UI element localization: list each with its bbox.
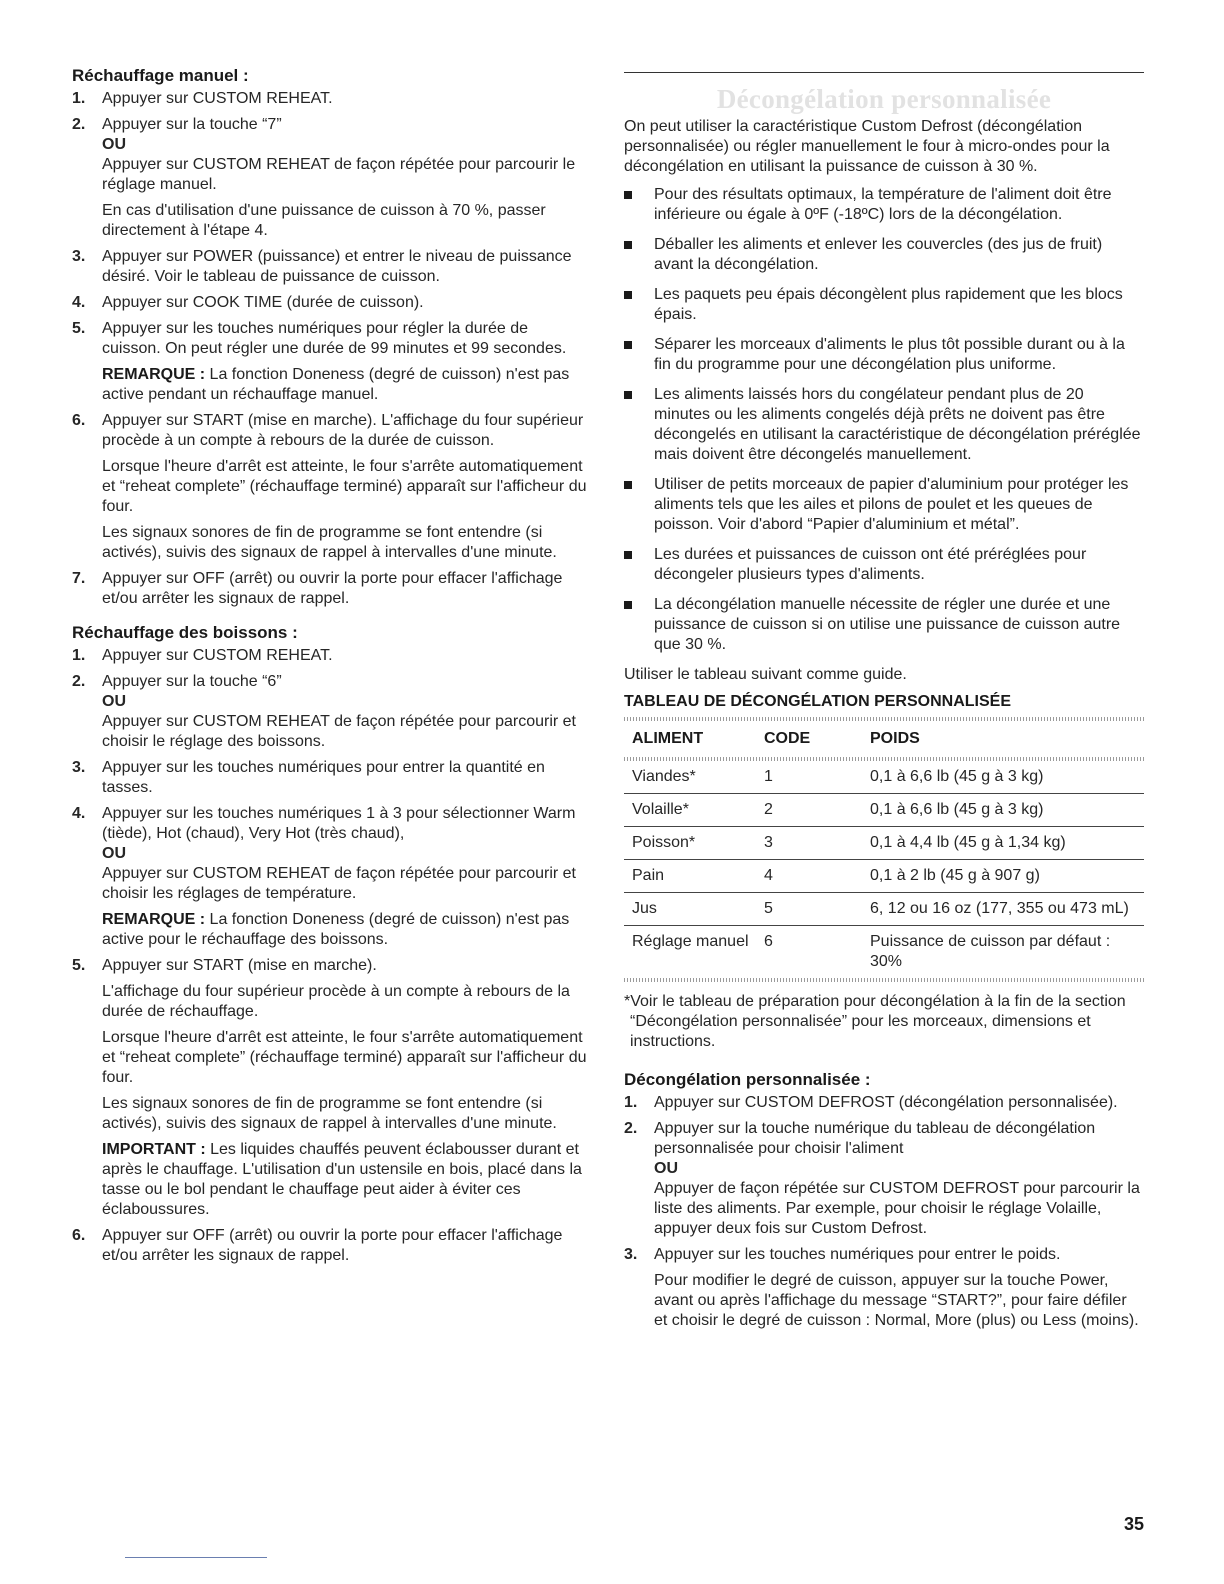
table-row: Poisson* 3 0,1 à 4,4 lb (45 g à 1,34 kg) xyxy=(624,827,1144,860)
bullet-icon xyxy=(624,241,632,249)
list-item: 4. Appuyer sur les touches numériques 1 à 3 pour sélectionner Warm (tiède), Hot (chaud), Very Hot (très chaud), OU Appuyer sur CUSTOM REHEAT de façon répétée pour parcourir et choisir les réglages de température. REMARQUE : La fonction Doneness (degré de cuisson) n'est pas active pour le réchauffage des boissons. xyxy=(72,804,587,950)
defrost-table xyxy=(624,721,1144,757)
list-item: 5. Appuyer sur START (mise en marche). L'affichage du four supérieur procède à un compte à rebours de la durée de réchauffage. Lorsque l'heure d'arrêt est atteinte, le four s'arrête automatiquement et “reheat complete” (réchauffage terminé) apparaît sur l'afficheur du four. Les signaux sonores de fin de programme se font entendre (si activés), suivis des signaux de rappel à intervalles d'une minute. IMPORTANT : Les liquides chauffés peuvent éclabousser durant et après le chauffage. L'utilisation d'un ustensile en bois, placé dans la tasse ou le bol pendant le chauffage peut aider à éviter ces éclaboussures. xyxy=(72,957,587,1218)
table-bottom-border xyxy=(624,978,1144,982)
or-label: OU xyxy=(654,1160,678,1177)
list-item: Les durées et puissances de cuisson ont été préréglées pour décongeler plusieurs types d'aliments. xyxy=(624,545,1144,585)
guide-text: Utiliser le tableau suivant comme guide. xyxy=(624,666,907,683)
bullet-icon xyxy=(624,601,632,609)
table-row: Viandes* 1 0,1 à 6,6 lb (45 g à 3 kg) xyxy=(624,761,1144,794)
or-label: OU xyxy=(102,136,126,153)
list-item: 2. Appuyer sur la touche numérique du tableau de décongélation personnalisée pour choisir l'aliment OU Appuyer de façon répétée sur CUSTOM DEFROST pour parcourir la liste des aliments. Par exemple, pour choisir le réglage Volaille, appuyer deux fois sur Custom Defrost. xyxy=(624,1119,1144,1239)
list-item: Déballer les aliments et enlever les couvercles (des jus de fruit) avant la décongélation. xyxy=(624,235,1144,275)
list-item: 4. Appuyer sur COOK TIME (durée de cuisson). xyxy=(72,294,424,311)
column-header: CODE xyxy=(764,730,811,747)
list-item: 2. Appuyer sur la touche “6” OU Appuyer sur CUSTOM REHEAT de façon répétée pour parcourir et choisir le réglage des boissons. xyxy=(72,672,587,752)
list-item: Les aliments laissés hors du congélateur pendant plus de 20 minutes ou les aliments congelés déjà prêts ne doivent pas être décongelés en utilisant la caractéristique de décongélation préréglée mais doivent être décongelés manuellement. xyxy=(624,385,1144,465)
list-item: Utiliser de petits morceaux de papier d'aluminium pour protéger les aliments tels que les ailes et pilons de poulet et les queues de poisson. Voir d'abord “Papier d'aluminium et métal”. xyxy=(624,475,1144,535)
tips-list xyxy=(624,185,1144,655)
section-title: Décongélation personnalisée xyxy=(716,84,1052,114)
page-number: 35 xyxy=(1123,1514,1144,1534)
list-item: 3. Appuyer sur POWER (puissance) et entrer le niveau de puissance désiré. Voir le tableau de puissance de cuisson. xyxy=(72,248,572,285)
list-item: 1. Appuyer sur CUSTOM REHEAT. xyxy=(72,90,333,107)
heading-manual-reheat: Réchauffage manuel : xyxy=(72,66,249,85)
footer-link-underline xyxy=(125,1557,267,1558)
bullet-icon xyxy=(624,191,632,199)
bullet-icon xyxy=(624,551,632,559)
or-label: OU xyxy=(102,845,126,862)
list-item: 5. Appuyer sur les touches numériques pour régler la durée de cuisson. On peut régler une durée de 99 minutes et 99 secondes. REMARQUE : La fonction Doneness (degré de cuisson) n'est pas active pendant un réchauffage manuel. xyxy=(72,319,587,405)
list-item: 2. Appuyer sur la touche “7” OU Appuyer sur CUSTOM REHEAT de façon répétée pour parcourir le réglage manuel. En cas d'utilisation d'une puissance de cuisson à 70 %, passer directement à l'étape 4. xyxy=(72,115,587,241)
table-header-row xyxy=(624,721,1144,757)
column-header: POIDS xyxy=(870,730,920,747)
list-item: 1. Appuyer sur CUSTOM REHEAT. xyxy=(72,647,333,664)
list-item: Séparer les morceaux d'aliments le plus tôt possible durant ou à la fin du programme pour une décongélation plus uniforme. xyxy=(624,335,1144,375)
right-column xyxy=(624,66,1144,1337)
table-footnote: *Voir le tableau de préparation pour décongélation à la fin de la section “Décongélation personnalisée” pour les morceaux, dimensions et instructions. xyxy=(624,993,1126,1050)
table-row: Volaille* 2 0,1 à 6,6 lb (45 g à 3 kg) xyxy=(624,794,1144,827)
note: REMARQUE : La fonction Doneness (degré de cuisson) n'est pas active pour le réchauffage des boissons. xyxy=(102,911,570,948)
heading-custom-defrost: Décongélation personnalisée : xyxy=(624,1070,871,1089)
intro-paragraph: On peut utiliser la caractéristique Custom Defrost (décongélation personnalisée) ou régler manuellement le four à micro-ondes pour la décongélation en utilisant la puissance de cuisson à 30 %. xyxy=(624,118,1110,175)
list-item: 1. Appuyer sur CUSTOM DEFROST (décongélation personnalisée). xyxy=(624,1094,1118,1111)
custom-defrost-steps xyxy=(624,1093,1144,1331)
list-item: 3. Appuyer sur les touches numériques pour entrer le poids. Pour modifier le degré de cuisson, appuyer sur la touche Power, avant ou après l'affichage du message “START?”, pour faire défiler et choisir le degré de cuisson : Normal, More (plus) ou Less (moins). xyxy=(624,1246,1139,1329)
bullet-icon xyxy=(624,481,632,489)
manual-reheat-steps xyxy=(72,89,587,609)
defrost-table-body xyxy=(624,761,1144,978)
section-divider xyxy=(624,72,1144,73)
bullet-icon xyxy=(624,341,632,349)
heading-beverage-reheat: Réchauffage des boissons : xyxy=(72,623,298,642)
column-header: ALIMENT xyxy=(632,730,704,747)
list-item: 7. Appuyer sur OFF (arrêt) ou ouvrir la porte pour effacer l'affichage et/ou arrêter les signaux de rappel. xyxy=(72,570,563,607)
list-item: 3. Appuyer sur les touches numériques pour entrer la quantité en tasses. xyxy=(72,759,545,796)
or-label: OU xyxy=(102,693,126,710)
list-item: Pour des résultats optimaux, la température de l'aliment doit être inférieure ou égale à 0ºF (-18ºC) lors de la décongélation. xyxy=(624,185,1144,225)
note: REMARQUE : La fonction Doneness (degré de cuisson) n'est pas active pendant un réchauffage manuel. xyxy=(102,366,570,403)
table-row: Réglage manuel 6 Puissance de cuisson par défaut : 30% xyxy=(632,933,1111,970)
table-title: TABLEAU DE DÉCONGÉLATION PERSONNALISÉE xyxy=(624,693,1011,710)
important-note: IMPORTANT : Les liquides chauffés peuvent éclabousser durant et après le chauffage. L'utilisation d'un ustensile en bois, placé dans la tasse ou le bol pendant le chauffage peut aider à éviter ces éclaboussures. xyxy=(102,1141,582,1218)
table-row: Pain 4 0,1 à 2 lb (45 g à 907 g) xyxy=(624,860,1144,893)
table-row: Jus 5 6, 12 ou 16 oz (177, 355 ou 473 mL) xyxy=(624,893,1144,926)
bullet-icon xyxy=(624,291,632,299)
bullet-icon xyxy=(624,391,632,399)
list-item: 6. Appuyer sur START (mise en marche). L'affichage du four supérieur procède à un compte à rebours de la durée de cuisson. Lorsque l'heure d'arrêt est atteinte, le four s'arrête automatiquement et “reheat complete” (réchauffage terminé) apparaît sur l'afficheur du four. Les signaux sonores de fin de programme se font entendre (si activés), suivis des signaux de rappel à intervalles d'une minute. xyxy=(72,412,587,561)
list-item: Les paquets peu épais décongèlent plus rapidement que les blocs épais. xyxy=(624,285,1144,325)
list-item: La décongélation manuelle nécessite de régler une durée et une puissance de cuisson si on utilise une puissance de cuisson autre que 30 %. xyxy=(624,595,1144,655)
left-column xyxy=(72,66,587,1272)
list-item: 6. Appuyer sur OFF (arrêt) ou ouvrir la porte pour effacer l'affichage et/ou arrêter les signaux de rappel. xyxy=(72,1227,563,1264)
beverage-reheat-steps xyxy=(72,646,587,1266)
